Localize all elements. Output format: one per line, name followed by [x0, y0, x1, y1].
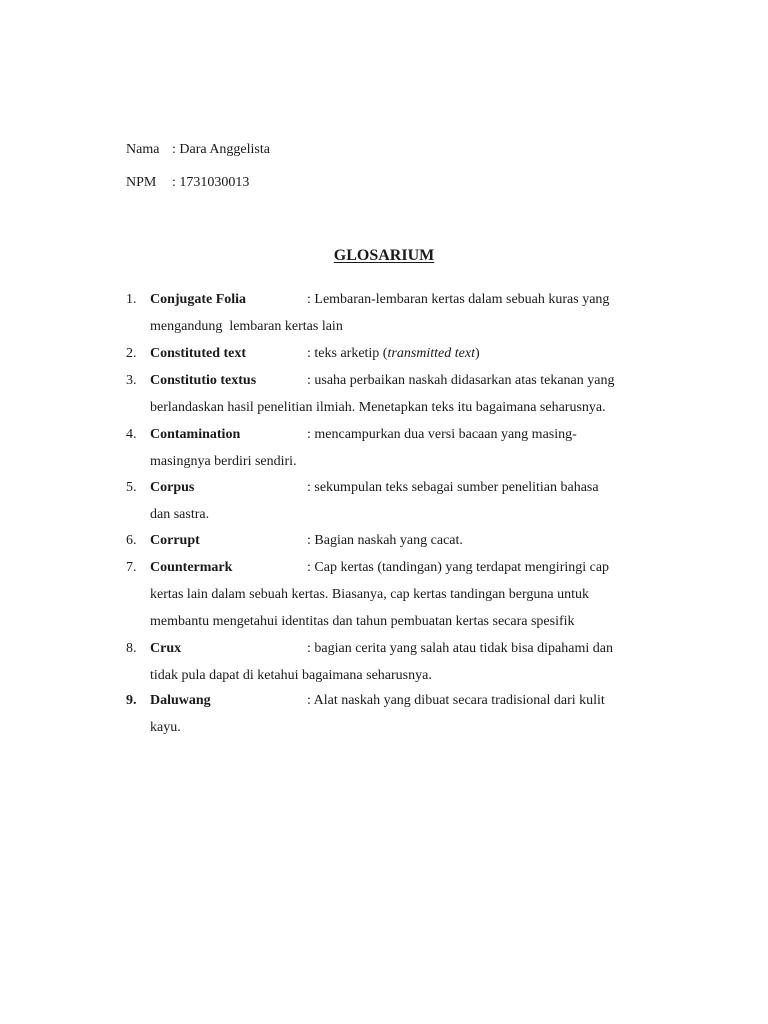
entry-definition: : Cap kertas (tandingan) yang terdapat mengiringi cap	[307, 560, 610, 575]
npm-value: : 1731030013	[172, 175, 250, 190]
entry-number: 7.	[126, 560, 137, 575]
npm-label: NPM	[126, 175, 157, 190]
entry-term: Daluwang	[150, 693, 211, 708]
entry-term: Contamination	[150, 427, 241, 442]
entry-definition: : Bagian naskah yang cacat.	[307, 533, 463, 548]
name-line	[126, 143, 270, 157]
entry-definition-cont: tidak pula dapat di ketahui bagaimana seharusnya.	[150, 668, 432, 683]
entry-definition-cont: dan sastra.	[150, 507, 210, 522]
entry-term: Corpus	[150, 480, 195, 495]
entry-term: Countermark	[150, 560, 233, 575]
page-title: GLOSARIUM	[333, 247, 435, 264]
entry-definition: : mencampurkan dua versi bacaan yang masing-	[307, 427, 577, 442]
entry-definition-cont: kayu.	[150, 720, 181, 735]
entry-definition: : Alat naskah yang dibuat secara tradisional dari kulit	[307, 693, 605, 708]
entry-number: 8.	[126, 641, 137, 656]
entry-definition: : usaha perbaikan naskah didasarkan atas tekanan yang	[307, 373, 615, 388]
entry-number: 9.	[126, 693, 137, 708]
entry-definition-cont: masingnya berdiri sendiri.	[150, 454, 297, 469]
entry-term: Constituted text	[150, 346, 247, 361]
entry-term: Constitutio textus	[150, 373, 257, 388]
entry-definition-cont: berlandaskan hasil penelitian ilmiah. Menetapkan teks itu bagaimana seharusnya.	[150, 400, 606, 415]
entry-definition: : sekumpulan teks sebagai sumber penelitian bahasa	[307, 480, 599, 495]
definition-italic-text: transmitted text	[387, 346, 475, 361]
entry-definition-cont: kertas lain dalam sebuah kertas. Biasanya, cap kertas tandingan berguna untuk	[150, 587, 590, 602]
entry-number: 6.	[126, 533, 137, 548]
entry-number: 3.	[126, 373, 137, 388]
entry-number: 1.	[126, 292, 137, 307]
definition-text: )	[474, 346, 480, 361]
entry-definition-cont: mengandung lembaran kertas lain	[150, 319, 343, 334]
entry-definition	[307, 347, 480, 361]
entry-definition: : Lembaran-lembaran kertas dalam sebuah kuras yang	[307, 292, 610, 307]
definition-text: : teks arketip (	[307, 346, 388, 361]
entry-definition-cont: membantu mengetahui identitas dan tahun pembuatan kertas secara spesifik	[150, 614, 575, 629]
entry-term: Corrupt	[150, 533, 200, 548]
name-label: Nama	[126, 142, 160, 157]
entry-term: Conjugate Folia	[150, 292, 247, 307]
entry-number: 5.	[126, 480, 137, 495]
name-value: : Dara Anggelista	[172, 142, 270, 157]
entry-number: 4.	[126, 427, 137, 442]
npm-line	[126, 176, 249, 190]
entry-definition: : bagian cerita yang salah atau tidak bisa dipahami dan	[307, 641, 613, 656]
entry-term: Crux	[150, 641, 182, 656]
entry-number: 2.	[126, 346, 137, 361]
